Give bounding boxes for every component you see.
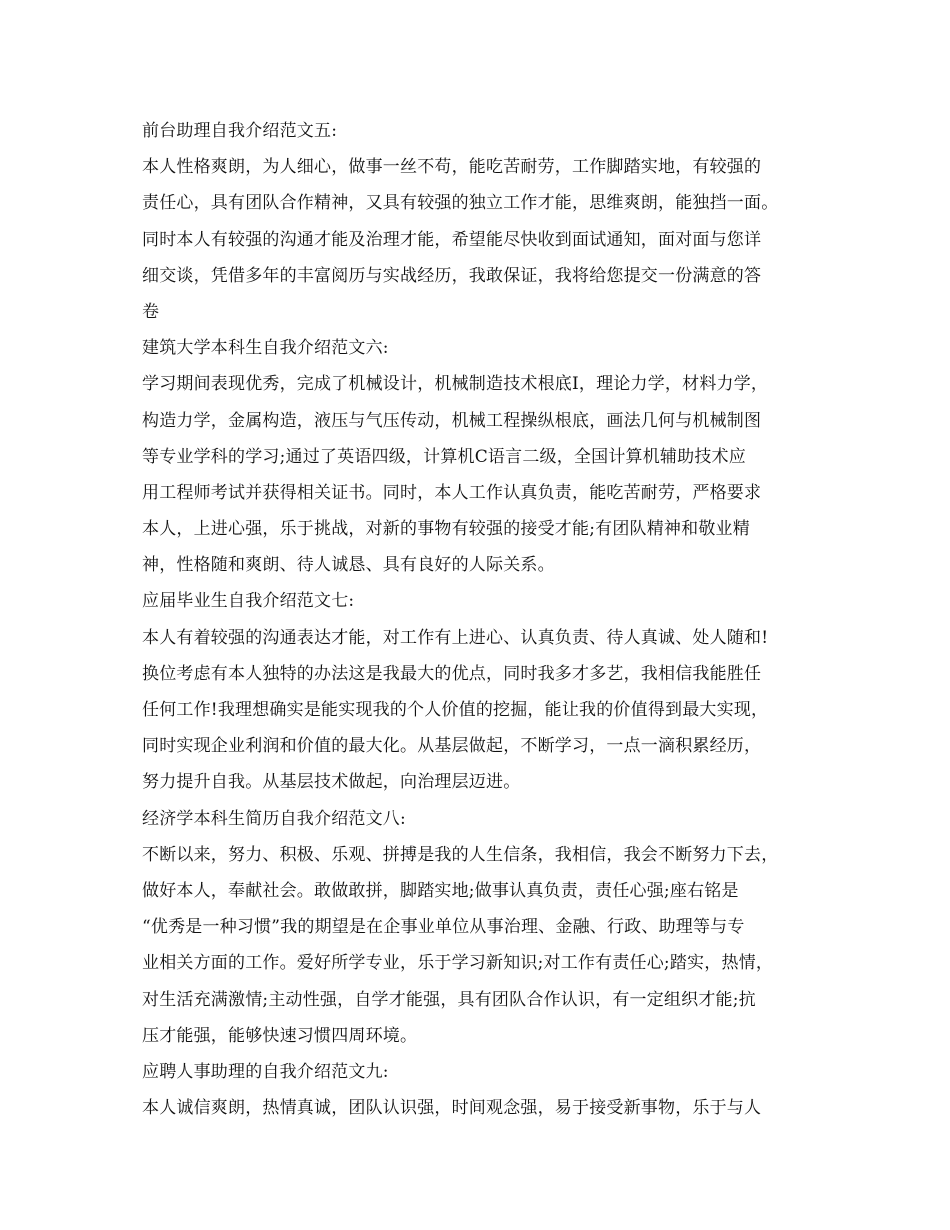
text-line: 学习期间表现优秀，完成了机械设计，机械制造技术根底Ⅰ，理论力学，材料力学， — [142, 374, 769, 395]
heading-sample-7: 应届毕业生自我介绍范文七: — [142, 591, 355, 612]
text-line: 构造力学，金属构造，液压与气压传动，机械工程操纵根底，画法几何与机械制图 — [142, 410, 762, 431]
text-line: 同时本人有较强的沟通才能及治理才能，希望能尽快收到面试通知，面对面与您详 — [142, 229, 762, 250]
text-line: 换位考虑有本人独特的办法这是我最大的优点，同时我多才多艺，我相信我能胜任 — [142, 663, 762, 684]
text-line: 卷 — [142, 301, 160, 322]
text-line: 等专业学科的学习;通过了英语四级，计算机C语言二级，全国计算机辅助技术应 — [142, 446, 746, 467]
text-line: 任何工作!我理想确实是能实现我的个人价值的挖掘，能让我的价值得到最大实现， — [142, 700, 769, 720]
document-body — [142, 113, 842, 1126]
heading-sample-5: 前台助理自我介绍范文五: — [142, 121, 338, 141]
heading-sample-6: 建筑大学本科生自我介绍范文六: — [142, 338, 389, 359]
text-line: 用工程师考试并获得相关证书。同时，本人工作认真负责，能吃苦耐劳，严格要求 — [142, 482, 762, 503]
text-line: 不断以来，努力、积极、乐观、拼搏是我的人生信条，我相信，我会不断努力下去， — [142, 844, 779, 865]
text-line: 做好本人，奉献社会。敢做敢拼，脚踏实地;做事认真负责，责任心强;座右铭是 — [142, 880, 739, 901]
text-line: 对生活充满激情;主动性强，自学才能强，具有团队合作认识，有一定组织才能;抗 — [142, 989, 756, 1010]
text-line: 神，性格随和爽朗、待人诚恳、具有良好的人际关系。 — [142, 555, 555, 576]
text-line: 本人诚信爽朗，热情真诚，团队认识强，时间观念强，易于接受新事物，乐于与人 — [142, 1098, 762, 1119]
text-line: 压才能强，能够快速习惯四周环境。 — [142, 1025, 418, 1046]
text-line: 责任心，具有团队合作精神，又具有较强的独立工作才能，思维爽朗，能独挡一面。 — [142, 193, 779, 214]
heading-sample-9: 应聘人事助理的自我介绍范文九: — [142, 1061, 389, 1082]
text-line: 细交谈，凭借多年的丰富阅历与实战经历，我敢保证，我将给您提交一份满意的答 — [142, 265, 762, 286]
text-line: 业相关方面的工作。爱好所学专业，乐于学习新知识;对工作有责任心;踏实，热情， — [142, 953, 774, 974]
text-line: 本人性格爽朗，为人细心，做事一丝不苟，能吃苦耐劳，工作脚踏实地，有较强的 — [142, 157, 762, 178]
text-line: 本人，上进心强，乐于挑战，对新的事物有较强的接受才能;有团队精神和敬业精 — [142, 519, 750, 540]
text-line: 本人有着较强的沟通表达才能，对工作有上进心、认真负责、待人真诚、处人随和! — [142, 627, 769, 648]
text-line: “优秀是一种习惯”我的期望是在企事业单位从事治理、金融、行政、助理等与专 — [142, 917, 745, 938]
text-line: 同时实现企业利润和价值的最大化。从基层做起，不断学习，一点一滴积累经历， — [142, 736, 762, 757]
text-line: 努力提升自我。从基层技术做起，向治理层迈进。 — [142, 772, 521, 793]
heading-sample-8: 经济学本科生简历自我介绍范文八: — [142, 808, 406, 829]
